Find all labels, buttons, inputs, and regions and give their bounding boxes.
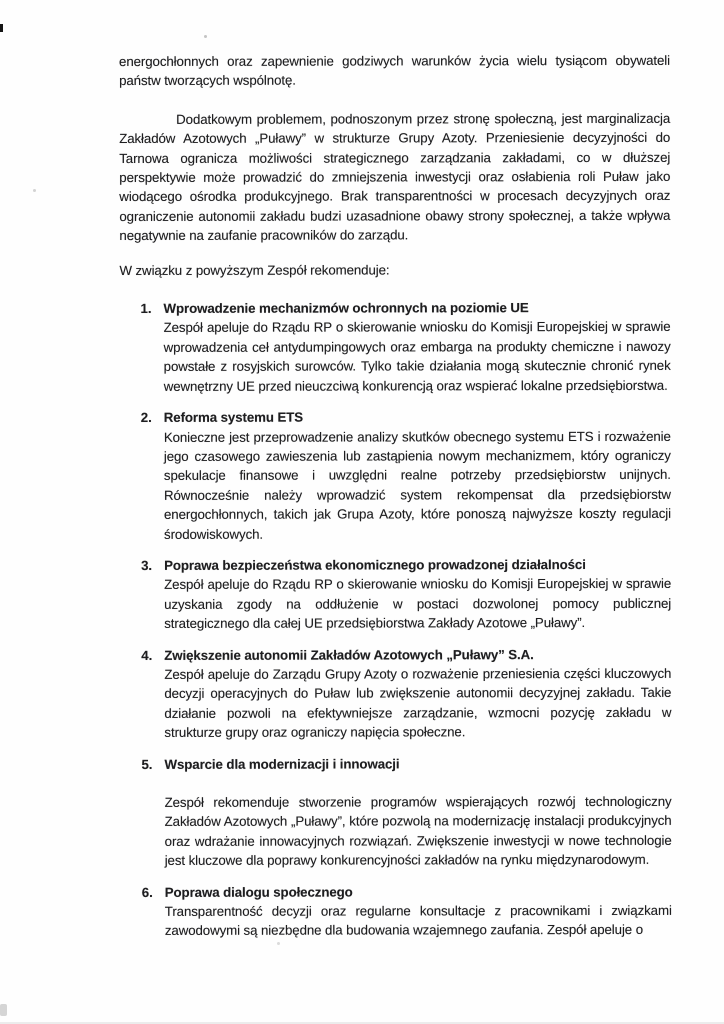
scan-artifact-speck bbox=[33, 189, 36, 192]
document-content bbox=[119, 51, 672, 953]
recommendation-item-2 bbox=[120, 407, 671, 544]
recommendation-title: Wprowadzenie mechanizmów ochronnych na poziomie UE bbox=[163, 300, 529, 316]
recommendation-body: Transparentność decyzji oraz regularne konsultacje z pracownikami i związkami zawodowymi są niezbędne dla budowania wzajemnego zaufania. Zespół apeluje o bbox=[164, 902, 672, 939]
paragraph-continuation: energochłonnych oraz zapewnienie godziwych warunków życia wielu tysiącom obywateli państw tworzących wspólnotę. bbox=[119, 52, 671, 89]
recommendation-item-3 bbox=[120, 555, 671, 634]
recommendation-body: Zespół apeluje do Zarządu Grupy Azoty o rozważenie przeniesienia części kluczowych decyzji operacyjnych do Puław lub zwiększenie autonomii decyzyjnej zakładu. Takie działanie pozwoli na efektywniejsze zarządzanie, wzmocni pozycję zakładu w strukturze grupy oraz ograniczy napięcia społeczne. bbox=[164, 665, 672, 741]
scan-artifact-speck bbox=[204, 35, 207, 38]
scan-artifact-bottom-smudge bbox=[0, 1004, 7, 1016]
recommendation-body: Zespół apeluje do Rządu RP o skierowanie wniosku do Komisji Europejskiej w sprawie uzyskania zgody na oddłużenie w postaci dozwolonej pomocy publicznej strategicznego dla całej UE przedsiębiorstwa Zakłady Azotowe „Puławy”. bbox=[164, 576, 672, 632]
recommendation-number: 4. bbox=[141, 647, 153, 663]
recommendation-title: Zwiększenie autonomii Zakładów Azotowych „Puławy” S.A. bbox=[164, 646, 534, 663]
recommendation-number: 6. bbox=[141, 884, 153, 900]
recommendation-title: Wsparcie dla modernizacji i innowacji bbox=[164, 756, 400, 772]
recommendation-title: Reforma systemu ETS bbox=[163, 409, 304, 426]
recommendation-item-1 bbox=[120, 298, 671, 396]
recommendation-body: Zespół rekomenduje stworzenie programów wspierających rozwój technologiczny Zakładów Azotowych „Puławy”, które pozwolą na modernizację instalacji produkcyjnych oraz wdrażanie innowacyjnych rozwiązań. Zwiększenie inwestycji w nowe technologie jest kluczowe dla poprawy konkurencyjności zakładów na rynku międzynarodowym. bbox=[164, 793, 672, 869]
recommendation-body: Konieczne jest przeprowadzenie analizy skutków obecnego systemu ETS i rozważenie jego czasowego zawieszenia lub zastąpienia nowym mechanizmem, który ograniczy spekulacje finansowe i uwzględni realne potrzeby przedsiębiorstw unijnych. Równocześnie należy wprowadzić system rekompensat dla przedsiębiorstw energochłonnych, takich jak Grupa Azoty, które ponoszą najwyższe koszty regulacji środowiskowych. bbox=[163, 428, 671, 542]
recommendation-number: 1. bbox=[140, 300, 152, 317]
paragraph-marginalization: Dodatkowym problemem, podnoszonym przez stronę społeczną, jest marginalizacja Zakładów Azotowych „Puławy” w strukturze Grupy Azoty. Przeniesienie decyzyjności do Tarnowa ogranicza możliwości strategicznego zarządzania zakładami, co w dłuższej perspektywie może prowadzić do zmniejszenia inwestycji oraz osłabienia roli Puław jako wiodącego ośrodka produkcyjnego. Brak transparentności w procesach decyzyjnych oraz ograniczenie autonomii zakładu budzi uzasadnione obawy strony społecznej, a także wpływa negatywnie na zaufanie pracowników do zarządu. bbox=[119, 110, 671, 244]
recommendation-number: 5. bbox=[141, 756, 153, 772]
recommendation-item-5 bbox=[120, 753, 671, 870]
paragraph-recommendations-lead: W związku z powyższym Zespół rekomenduje: bbox=[119, 262, 390, 278]
scan-artifact-edge-tick bbox=[0, 24, 3, 32]
recommendation-item-6 bbox=[121, 881, 672, 940]
recommendation-title: Poprawa dialogu społecznego bbox=[164, 884, 353, 900]
recommendation-number: 3. bbox=[141, 557, 152, 573]
recommendation-title: Poprawa bezpieczeństwa ekonomicznego prowadzonej działalności bbox=[164, 556, 586, 573]
recommendation-body: Zespół apeluje do Rządu RP o skierowanie wniosku do Komisji Europejskiej w sprawie wprowadzenia ceł antydumpingowych oraz embarga na produkty chemiczne i nawozy powstałe z rosyjskich surowców. Tylko takie działania mogą skutecznie chronić rynek wewnętrzny UE przed nieuczciwą konkurencją oraz wspierać lokalne przedsiębiorstwa. bbox=[163, 319, 671, 394]
recommendation-item-4 bbox=[120, 644, 671, 742]
recommendations-list bbox=[120, 298, 672, 941]
recommendation-number: 2. bbox=[140, 410, 152, 426]
